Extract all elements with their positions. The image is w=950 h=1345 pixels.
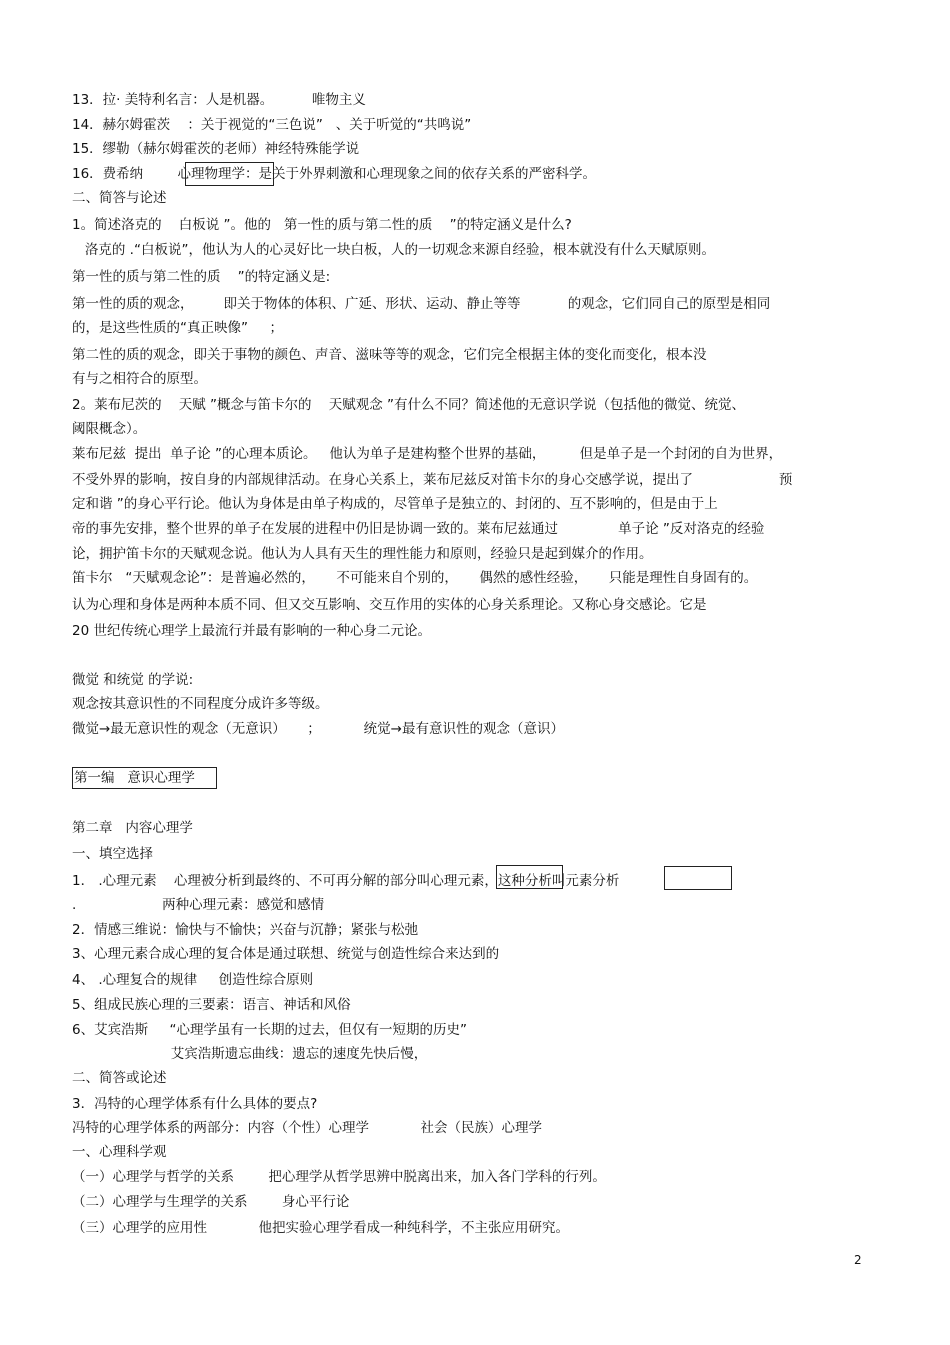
text-line: 6、艾宾浩斯 “心理学虽有一长期的过去，但仅有一短期的历史”: [72, 1022, 468, 1038]
text-line: 1． .心理元素 心理被分析到最终的、不可再分解的部分叫心理元素，这种分析叫元素分析: [72, 873, 620, 889]
text-line: 洛克的 .“白板说”，他认为人的心灵好比一块白板，人的一切观念来源自经验，根本就没有什么天赋原则。: [72, 242, 715, 258]
text-line: 艾宾浩斯遗忘曲线：遗忘的速度先快后慢，: [72, 1046, 428, 1062]
text-line: 微觉→最无意识性的观念（无意识） ； 统觉→最有意识性的观念（意识）: [72, 721, 564, 737]
text-line: 帝的事先安排，整个世界的单子在发展的进程中仍旧是协调一致的。莱布尼兹通过 单子论 ”反对洛克的经验: [72, 521, 765, 537]
text-line: 3、心理元素合成心理的复合体是通过联想、统觉与创造性综合来达到的: [72, 946, 500, 962]
text-line: 13．拉· 美特利名言：人是机器。 唯物主义: [72, 92, 366, 108]
text-line: 20 世纪传统心理学上最流行并最有影响的一种心身二元论。: [72, 623, 431, 639]
text-line: （三）心理学的应用性 他把实验心理学看成一种纯科学，不主张应用研究。: [72, 1220, 569, 1236]
text-line: 莱布尼兹 提出 单子论 ”的心理本质论。 他认为单子是建构整个世界的基础， 但是单子是一个封闭的自为世界，: [72, 446, 783, 462]
text-line: 有与之相符合的原型。: [72, 371, 207, 387]
text-line: . 两种心理元素：感觉和感情: [72, 897, 325, 913]
highlight-box: [664, 866, 732, 890]
text-line: 4、 .心理复合的规律 创造性综合原则: [72, 972, 314, 988]
text-line: 第二性的质的观念，即关于事物的颜色、声音、滋味等等的观念，它们完全根据主体的变化而变化，根本没: [72, 347, 707, 363]
page-number: 2: [854, 1253, 862, 1267]
text-line: 的，是这些性质的“真正映像” ；: [72, 320, 283, 336]
question: 1。简述洛克的 白板说 ”。他的 第一性的质与第二性的质 ”的特定涵义是什么?: [72, 217, 572, 233]
text-line: 16．费希纳 心理物理学：是关于外界刺激和心理现象之间的依存关系的严密科学。: [72, 166, 597, 182]
text-line: 微觉 和统觉 的学说:: [72, 672, 194, 688]
text-line: 认为心理和身体是两种本质不同、但又交互影响、交互作用的实体的心身关系理论。又称心身交感论。它是: [72, 597, 707, 613]
text-line: 第一性的质与第二性的质 ”的特定涵义是:: [72, 269, 331, 285]
question: 3．冯特的心理学体系有什么具体的要点?: [72, 1096, 318, 1112]
text-line: （一）心理学与哲学的关系 把心理学从哲学思辨中脱离出来，加入各门学科的行列。: [72, 1169, 606, 1185]
text-line: 15．缪勒（赫尔姆霍茨的老师）神经特殊能学说: [72, 141, 360, 157]
section-heading: 一、心理科学观: [72, 1144, 167, 1160]
text-line: 定和谐 ”的身心平行论。他认为身体是由单子构成的，尽管单子是独立的、封闭的、互不影响的，但是由于上: [72, 496, 718, 512]
question: 2。莱布尼茨的 天赋 ”概念与笛卡尔的 天赋观念 ”有什么不同？简述他的无意识学说（包括他的微觉、统觉、: [72, 397, 745, 413]
text-line: 笛卡尔 “天赋观念论”：是普遍必然的， 不可能来自个别的， 偶然的感性经验， 只能是理性自身固有的。: [72, 570, 758, 586]
text-line: 观念按其意识性的不同程度分成许多等级。: [72, 696, 329, 712]
text-line: 第一性的质的观念， 即关于物体的体积、广延、形状、运动、静止等等 的观念，它们同自己的原型是相同: [72, 296, 771, 312]
highlight-box: [185, 162, 274, 186]
text-line: 冯特的心理学体系的两部分：内容（个性）心理学 社会（民族）心理学: [72, 1120, 542, 1136]
chapter-heading: 第二章 内容心理学: [72, 820, 193, 836]
question: 阈限概念）。: [72, 421, 147, 437]
text-line: 不受外界的影响，按自身的内部规律活动。在身心关系上，莱布尼兹反对笛卡尔的身心交感学说，提出了 预: [72, 472, 793, 488]
section-heading: 二、简答与论述: [72, 190, 167, 206]
text-line: 论，拥护笛卡尔的天赋观念说。他认为人具有天生的理性能力和原则，经验只是起到媒介的作用。: [72, 546, 653, 562]
text-line: 14．赫尔姆霍茨 ：关于视觉的“三色说” 、关于听觉的“共鸣说”: [72, 117, 472, 133]
text-line: 2．情感三维说：愉快与不愉快；兴奋与沉静；紧张与松弛: [72, 922, 419, 938]
text-line: （二）心理学与生理学的关系 身心平行论: [72, 1194, 350, 1210]
section-heading: 一、填空选择: [72, 846, 153, 862]
text-line: 5、组成民族心理的三要素：语言、神话和风俗: [72, 997, 351, 1013]
part-heading: 第一编 意识心理学: [74, 770, 195, 786]
highlight-box: [496, 865, 563, 889]
section-heading: 二、简答或论述: [72, 1070, 167, 1086]
